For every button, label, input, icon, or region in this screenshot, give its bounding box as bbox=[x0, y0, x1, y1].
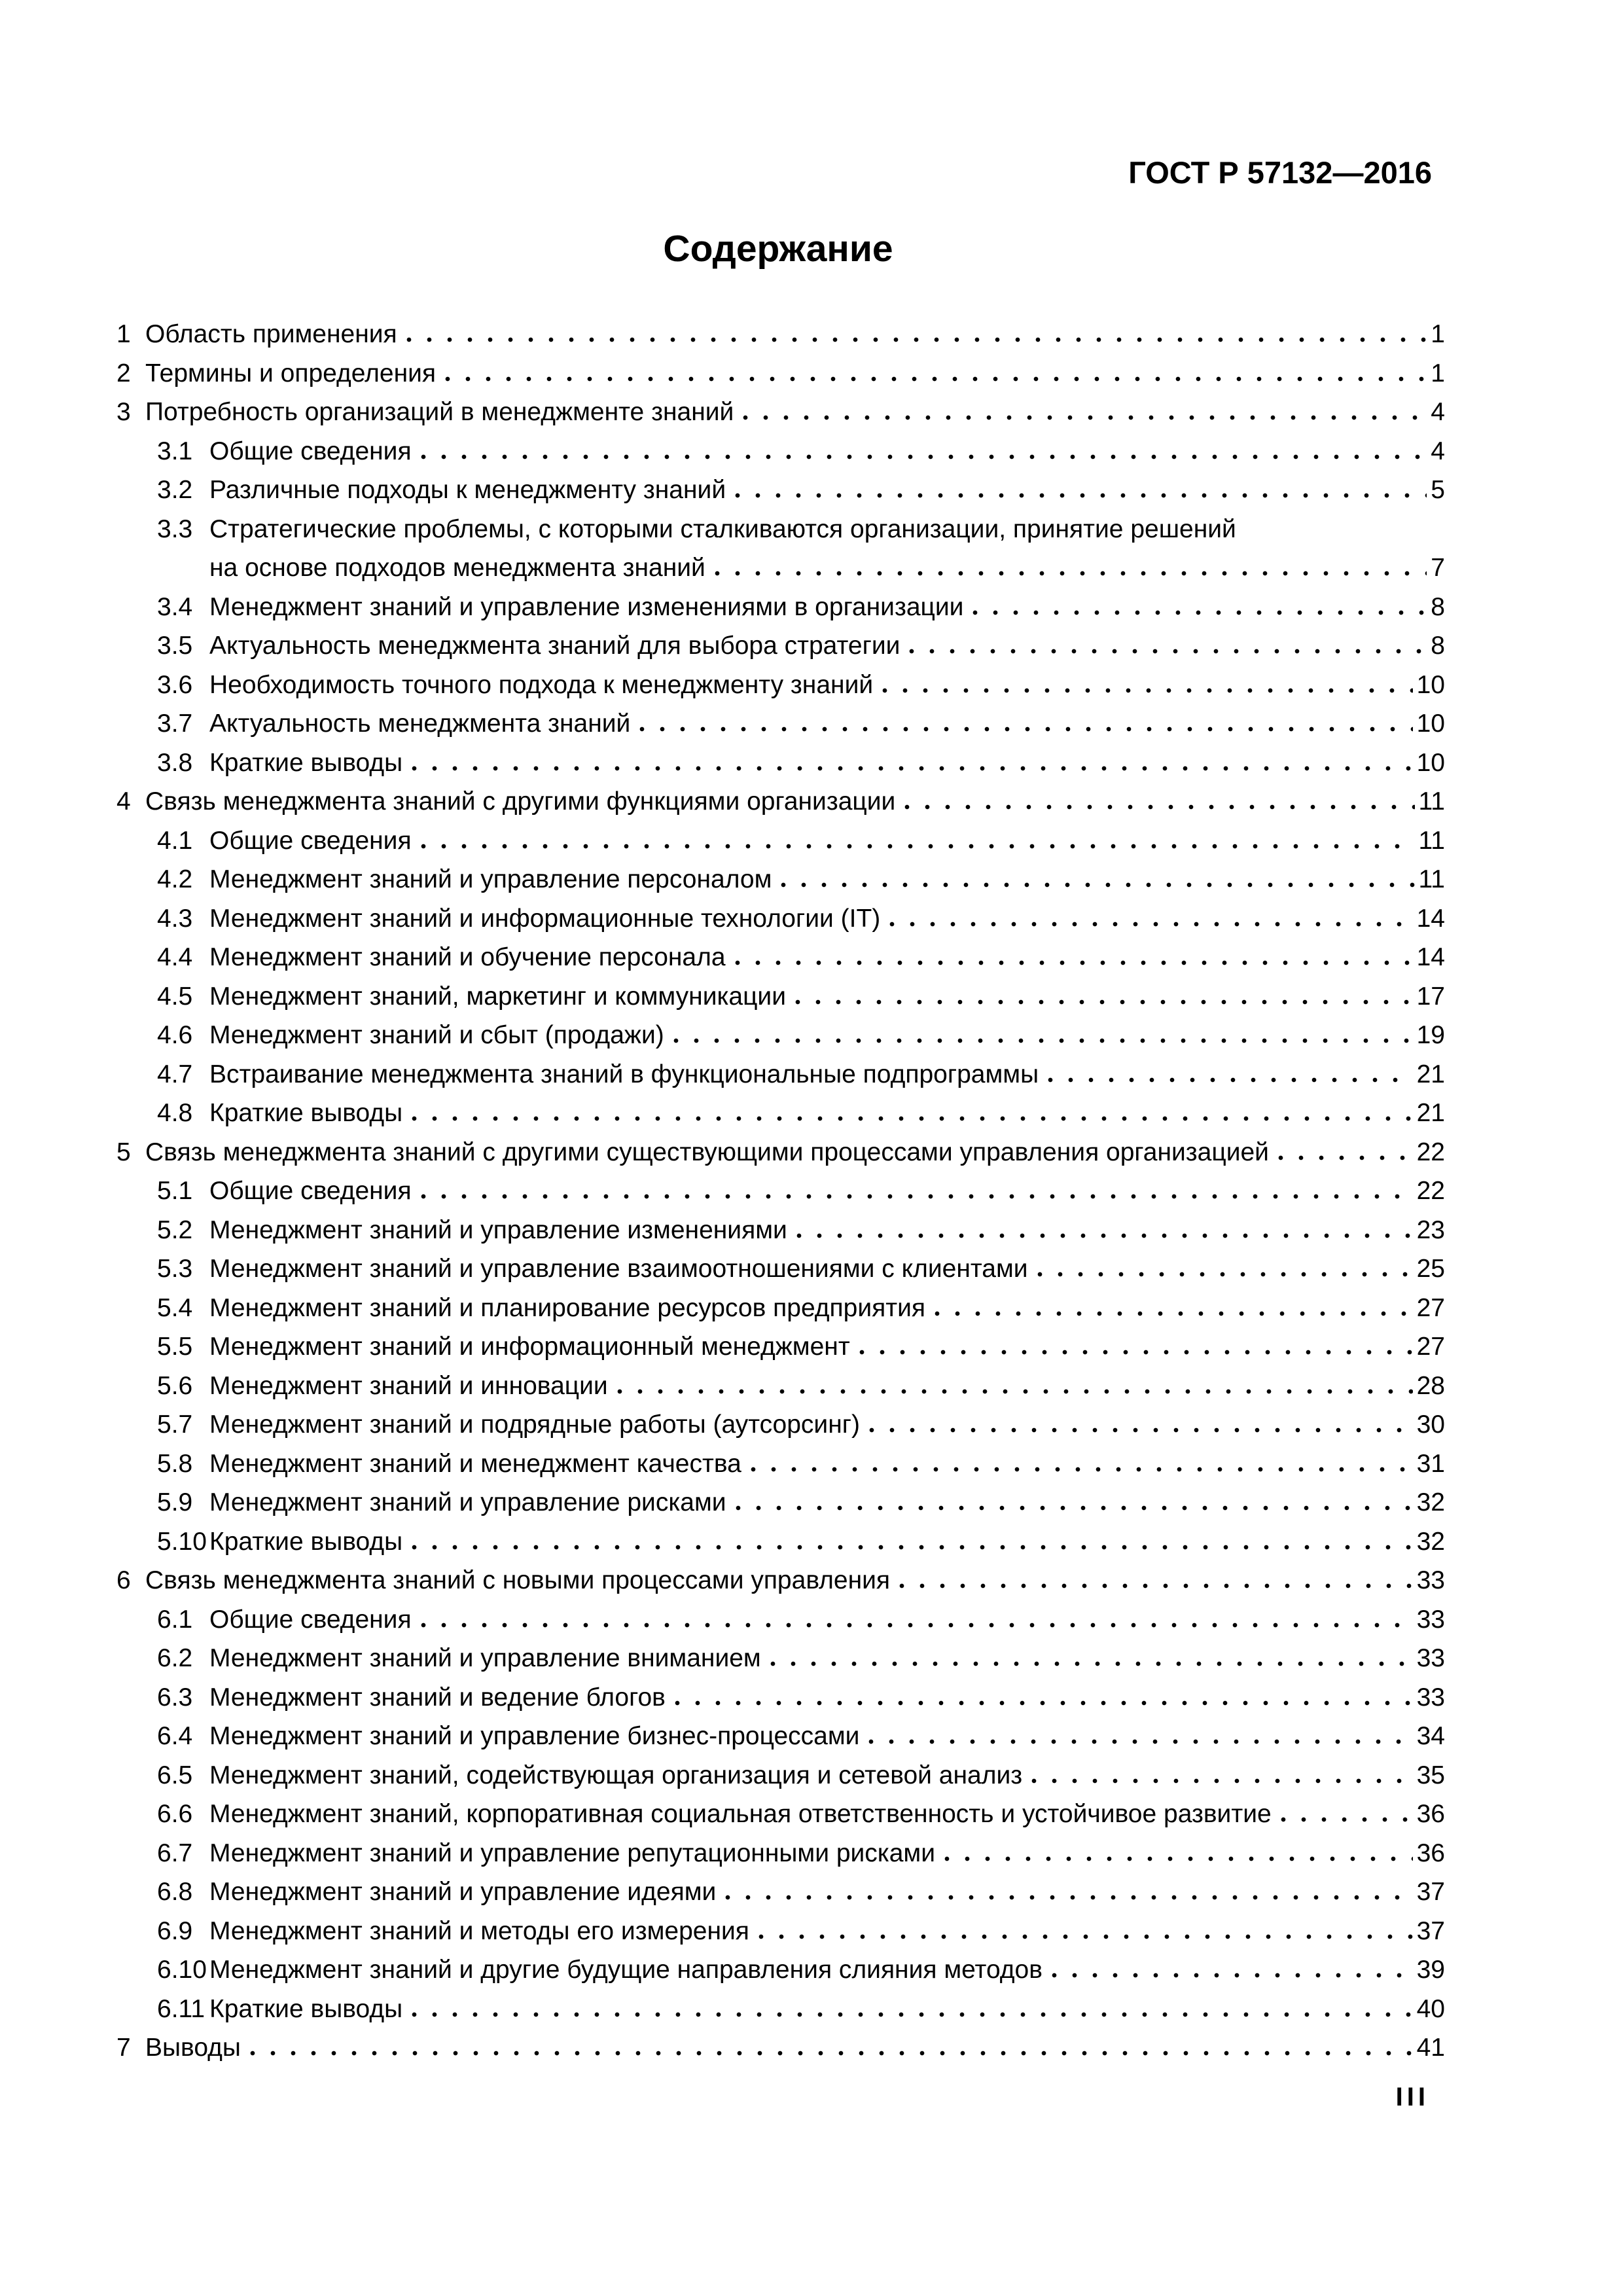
toc-entry bbox=[116, 1917, 1445, 1956]
dot-leader bbox=[770, 1661, 1413, 1666]
toc-entry-page: 23 bbox=[1416, 1215, 1445, 1244]
toc-entry-number: 5.6 bbox=[157, 1371, 193, 1400]
toc-entry bbox=[116, 476, 1445, 515]
toc-entry-label: Различные подходы к менеджменту знаний bbox=[209, 476, 726, 504]
toc-entry-number: 3.5 bbox=[157, 632, 193, 660]
toc-entry bbox=[116, 1099, 1445, 1138]
toc-entry-label: Менеджмент знаний и информационные технологии (IT) bbox=[209, 904, 881, 933]
toc-entry-page: 33 bbox=[1416, 1644, 1445, 1672]
toc-entry bbox=[116, 827, 1445, 866]
dot-leader bbox=[899, 1583, 1413, 1588]
toc-entry-number: 3.8 bbox=[157, 748, 193, 777]
toc-entry bbox=[116, 1255, 1445, 1294]
dot-leader bbox=[421, 454, 1427, 459]
toc-entry-number: 6.7 bbox=[157, 1839, 193, 1867]
toc-entry bbox=[116, 1956, 1445, 1995]
dot-leader bbox=[944, 1856, 1413, 1861]
toc-entry-page: 21 bbox=[1416, 1060, 1445, 1088]
toc-entry bbox=[116, 1839, 1445, 1878]
dot-leader bbox=[909, 649, 1427, 654]
toc-entry-page: 25 bbox=[1416, 1255, 1445, 1283]
dot-leader bbox=[675, 1700, 1413, 1706]
toc-entry-number: 6.2 bbox=[157, 1644, 193, 1672]
toc-entry-page: 30 bbox=[1416, 1410, 1445, 1439]
dot-leader bbox=[1048, 1077, 1413, 1083]
dot-leader bbox=[715, 571, 1427, 576]
toc-entry bbox=[116, 1021, 1445, 1060]
toc-entry bbox=[116, 1722, 1445, 1761]
toc-entry-number: 4.7 bbox=[157, 1060, 193, 1088]
toc-entry-page: 37 bbox=[1416, 1916, 1445, 1945]
toc-entry-number: 4.8 bbox=[157, 1099, 193, 1127]
toc-entry bbox=[116, 749, 1445, 788]
toc-entry-number: 4.3 bbox=[157, 904, 193, 933]
toc-entry bbox=[116, 2034, 1445, 2073]
toc-entry-label: Менеджмент знаний, маркетинг и коммуникации bbox=[209, 982, 787, 1011]
toc-entry bbox=[116, 1644, 1445, 1683]
standard-code-header: ГОСТ Р 57132—2016 bbox=[1128, 155, 1432, 190]
toc-entry bbox=[116, 1488, 1445, 1528]
toc-entry-page: 36 bbox=[1416, 1839, 1445, 1867]
toc-entry-label: Связь менеджмента знаний с другими существующими процессами управления организацией bbox=[145, 1138, 1269, 1166]
dot-leader bbox=[639, 726, 1412, 732]
dot-leader bbox=[751, 1467, 1413, 1472]
toc-entry-continuation bbox=[116, 554, 1445, 593]
toc-entry-number: 3 bbox=[116, 398, 131, 426]
toc-entry bbox=[116, 1294, 1445, 1333]
toc-entry-number: 4 bbox=[116, 787, 131, 816]
toc-entry-label: Необходимость точного подхода к менеджменту знаний bbox=[209, 670, 874, 699]
toc-entry-page: 35 bbox=[1416, 1761, 1445, 1789]
toc-entry-page: 36 bbox=[1416, 1800, 1445, 1828]
toc-entry-page: 4 bbox=[1431, 398, 1445, 426]
toc-entry-number: 3.7 bbox=[157, 709, 193, 738]
toc-entry bbox=[116, 437, 1445, 476]
toc-entry-number: 6.9 bbox=[157, 1916, 193, 1945]
toc-entry bbox=[116, 1333, 1445, 1372]
toc-entry-page: 39 bbox=[1416, 1956, 1445, 1984]
toc-entry-page: 37 bbox=[1416, 1878, 1445, 1906]
toc-entry bbox=[116, 1995, 1445, 2034]
toc-entry-number: 3.2 bbox=[157, 476, 193, 504]
toc-entry bbox=[116, 1410, 1445, 1450]
dot-leader bbox=[904, 804, 1414, 810]
toc-entry-page: 32 bbox=[1416, 1527, 1445, 1556]
toc-entry-page: 22 bbox=[1416, 1177, 1445, 1205]
toc-entry-label: Краткие выводы bbox=[209, 1994, 403, 2023]
toc-entry-page: 5 bbox=[1431, 476, 1445, 504]
dot-leader bbox=[412, 1116, 1412, 1121]
toc-entry-number: 5.3 bbox=[157, 1255, 193, 1283]
dot-leader bbox=[406, 337, 1427, 342]
toc-entry-number: 5.4 bbox=[157, 1293, 193, 1322]
dot-leader bbox=[412, 1545, 1412, 1550]
toc-entry-page: 40 bbox=[1416, 1994, 1445, 2023]
toc-entry-number: 1 bbox=[116, 320, 131, 348]
toc-entry-page: 19 bbox=[1416, 1021, 1445, 1049]
dot-leader bbox=[1052, 1973, 1413, 1978]
toc-entry bbox=[116, 359, 1445, 399]
dot-leader bbox=[869, 1427, 1413, 1433]
toc-entry-label: Актуальность менеджмента знаний bbox=[209, 709, 631, 738]
toc-entry bbox=[116, 1761, 1445, 1801]
toc-entry bbox=[116, 1605, 1445, 1645]
toc-entry bbox=[116, 320, 1445, 359]
toc-entry-number: 5.5 bbox=[157, 1333, 193, 1361]
toc-entry-page: 17 bbox=[1416, 982, 1445, 1011]
toc-entry-label: Менеджмент знаний и управление рисками bbox=[209, 1488, 726, 1516]
dot-leader bbox=[421, 1194, 1413, 1199]
toc-entry-number: 6.8 bbox=[157, 1878, 193, 1906]
toc-entry-page: 34 bbox=[1416, 1722, 1445, 1750]
toc-entry-label: Менеджмент знаний и управление бизнес-процессами bbox=[209, 1722, 860, 1750]
dot-leader bbox=[412, 766, 1412, 771]
toc-entry-label: Менеджмент знаний и подрядные работы (аутсорсинг) bbox=[209, 1410, 860, 1439]
toc-entry-label: Актуальность менеджмента знаний для выбора стратегии bbox=[209, 632, 901, 660]
toc-entry bbox=[116, 1060, 1445, 1100]
toc-entry bbox=[116, 709, 1445, 749]
toc-entry-label: Менеджмент знаний и менеджмент качества bbox=[209, 1449, 741, 1478]
toc-entry bbox=[116, 671, 1445, 710]
toc-entry-page: 11 bbox=[1418, 787, 1445, 816]
toc-entry bbox=[116, 905, 1445, 944]
toc-entry-page: 14 bbox=[1416, 943, 1445, 971]
toc-entry-label: Менеджмент знаний и информационный менеджмент bbox=[209, 1333, 850, 1361]
dot-leader bbox=[882, 688, 1412, 693]
dot-leader bbox=[1281, 1817, 1413, 1822]
dot-leader bbox=[972, 610, 1427, 615]
toc-entry-page: 1 bbox=[1431, 320, 1445, 348]
toc-entry-page: 22 bbox=[1416, 1138, 1445, 1166]
toc-entry-page: 10 bbox=[1416, 748, 1445, 777]
toc-entry-number: 5.2 bbox=[157, 1215, 193, 1244]
dot-leader bbox=[412, 2012, 1412, 2017]
toc-entry bbox=[116, 865, 1445, 905]
toc-entry bbox=[116, 398, 1445, 437]
toc-entry-page: 8 bbox=[1431, 592, 1445, 621]
toc-entry-number: 4.2 bbox=[157, 865, 193, 893]
toc-entry-page: 33 bbox=[1416, 1605, 1445, 1634]
toc-entry-label: Менеджмент знаний и управление персоналом bbox=[209, 865, 772, 893]
toc-entry bbox=[116, 1566, 1445, 1605]
toc-entry-number: 2 bbox=[116, 359, 131, 387]
toc-entry-label: Краткие выводы bbox=[209, 748, 403, 777]
toc-entry-number: 5.10 bbox=[157, 1527, 207, 1556]
toc-entry-number: 6.10 bbox=[157, 1956, 207, 1984]
toc-entry-page: 33 bbox=[1416, 1566, 1445, 1594]
toc-entry bbox=[116, 1177, 1445, 1216]
dot-leader bbox=[421, 1623, 1413, 1628]
page-number: III bbox=[1395, 2083, 1429, 2111]
toc-entry-number: 4.6 bbox=[157, 1021, 193, 1049]
toc-entry-label: Связь менеджмента знаний с новыми процессами управления bbox=[145, 1566, 891, 1594]
toc-entry bbox=[116, 1372, 1445, 1411]
dot-leader bbox=[735, 493, 1427, 498]
toc-entry-page: 41 bbox=[1416, 2034, 1445, 2062]
dot-leader bbox=[421, 844, 1415, 849]
toc-entry-page: 11 bbox=[1418, 865, 1445, 893]
toc-entry-number: 4.4 bbox=[157, 943, 193, 971]
dot-leader bbox=[743, 415, 1427, 420]
toc-entry-page: 10 bbox=[1416, 709, 1445, 738]
toc-entry-label: Общие сведения bbox=[209, 437, 412, 465]
toc-entry-label: Общие сведения bbox=[209, 826, 412, 855]
toc-entry-number: 6.5 bbox=[157, 1761, 193, 1789]
toc-entry bbox=[116, 593, 1445, 632]
toc-entry-number: 4.5 bbox=[157, 982, 193, 1011]
toc-entry bbox=[116, 1138, 1445, 1177]
toc-entry-number: 6.3 bbox=[157, 1683, 193, 1712]
toc-entry bbox=[116, 1878, 1445, 1917]
page-title: Содержание bbox=[663, 228, 893, 270]
toc-entry-label: Общие сведения bbox=[209, 1605, 412, 1634]
toc-entry-page: 21 bbox=[1416, 1099, 1445, 1127]
toc-entry-label: Термины и определения bbox=[145, 359, 437, 387]
toc-entry-number: 3.6 bbox=[157, 670, 193, 699]
toc-entry bbox=[116, 787, 1445, 827]
toc-entry-number: 3.4 bbox=[157, 592, 193, 621]
toc-entry bbox=[116, 1800, 1445, 1839]
toc-entry-number: 7 bbox=[116, 2034, 131, 2062]
dot-leader bbox=[868, 1739, 1412, 1744]
toc-entry-number: 4.1 bbox=[157, 826, 193, 855]
toc-entry-number: 6.6 bbox=[157, 1800, 193, 1828]
toc-entry-label: на основе подходов менеджмента знаний bbox=[209, 554, 705, 582]
toc-entry-label: Краткие выводы bbox=[209, 1527, 403, 1556]
toc-entry-label: Менеджмент знаний и управление репутационными рисками bbox=[209, 1839, 936, 1867]
toc-entry-label: Краткие выводы bbox=[209, 1099, 403, 1127]
toc-entry-number: 5.9 bbox=[157, 1488, 193, 1516]
toc-entry-number: 6.11 bbox=[157, 1994, 205, 2023]
dot-leader bbox=[250, 2051, 1413, 2056]
dot-leader bbox=[736, 1505, 1413, 1511]
toc-entry-page: 32 bbox=[1416, 1488, 1445, 1516]
toc-entry-label: Менеджмент знаний и управление изменениями bbox=[209, 1215, 787, 1244]
toc-entry-label: Стратегические проблемы, с которыми сталкиваются организации, принятие решений bbox=[209, 514, 1236, 543]
toc-entry-page: 1 bbox=[1431, 359, 1445, 387]
dot-leader bbox=[795, 999, 1413, 1005]
toc-entry-label: Область применения bbox=[145, 320, 397, 348]
toc-entry-label: Менеджмент знаний и управление изменениями в организации bbox=[209, 592, 964, 621]
toc-entry-label: Менеджмент знаний и инновации bbox=[209, 1371, 608, 1400]
toc-entry-label: Потребность организаций в менеджменте знаний bbox=[145, 398, 734, 426]
toc-entry-page: 33 bbox=[1416, 1683, 1445, 1712]
dot-leader bbox=[725, 1895, 1412, 1900]
toc-entry-number: 6.1 bbox=[157, 1605, 193, 1634]
toc-entry-number: 6 bbox=[116, 1566, 131, 1594]
toc-entry-label: Менеджмент знаний и ведение блогов bbox=[209, 1683, 666, 1712]
toc-entry-number: 3.3 bbox=[157, 514, 193, 543]
toc-entry-number: 5.8 bbox=[157, 1449, 193, 1478]
toc-entry-label: Менеджмент знаний и обучение персонала bbox=[209, 943, 726, 971]
toc-entry bbox=[116, 1528, 1445, 1567]
table-of-contents bbox=[116, 320, 1445, 2073]
toc-entry-label: Встраивание менеджмента знаний в функциональные подпрограммы bbox=[209, 1060, 1039, 1088]
dot-leader bbox=[673, 1038, 1413, 1043]
toc-entry-label: Менеджмент знаний и управление взаимоотношениями с клиентами bbox=[209, 1255, 1028, 1283]
dot-leader bbox=[1278, 1155, 1413, 1160]
toc-entry-number: 5.1 bbox=[157, 1177, 193, 1205]
toc-entry bbox=[116, 1216, 1445, 1255]
toc-entry-label: Менеджмент знаний и планирование ресурсов предприятия bbox=[209, 1293, 926, 1322]
toc-entry bbox=[116, 943, 1445, 982]
toc-entry-page: 7 bbox=[1431, 554, 1445, 582]
toc-entry-label: Менеджмент знаний и управление вниманием bbox=[209, 1644, 761, 1672]
toc-entry-label: Менеджмент знаний и сбыт (продажи) bbox=[209, 1021, 664, 1049]
toc-entry-label: Менеджмент знаний, содействующая организация и сетевой анализ bbox=[209, 1761, 1023, 1789]
dot-leader bbox=[445, 376, 1427, 382]
toc-entry bbox=[116, 1450, 1445, 1489]
toc-entry bbox=[116, 982, 1445, 1022]
dot-leader bbox=[796, 1233, 1413, 1238]
toc-entry-number: 5 bbox=[116, 1138, 131, 1166]
toc-entry-page: 31 bbox=[1416, 1449, 1445, 1478]
toc-entry bbox=[116, 1683, 1445, 1723]
dot-leader bbox=[758, 1934, 1413, 1939]
toc-entry-page: 4 bbox=[1431, 437, 1445, 465]
toc-entry-label: Связь менеджмента знаний с другими функциями организации bbox=[145, 787, 896, 816]
toc-entry-label: Общие сведения bbox=[209, 1177, 412, 1205]
toc-entry bbox=[116, 632, 1445, 671]
dot-leader bbox=[1031, 1778, 1412, 1784]
dot-leader bbox=[859, 1350, 1413, 1355]
dot-leader bbox=[735, 960, 1413, 965]
toc-entry-page: 27 bbox=[1416, 1333, 1445, 1361]
toc-entry-number: 5.7 bbox=[157, 1410, 193, 1439]
dot-leader bbox=[1037, 1272, 1413, 1277]
toc-entry-page: 10 bbox=[1416, 670, 1445, 699]
dot-leader bbox=[889, 922, 1412, 927]
toc-entry-number: 6.4 bbox=[157, 1722, 193, 1750]
toc-entry-label: Менеджмент знаний и управление идеями bbox=[209, 1878, 717, 1906]
toc-entry-label: Менеджмент знаний, корпоративная социальная ответственность и устойчивое развитие bbox=[209, 1800, 1272, 1828]
toc-entry-number: 3.1 bbox=[157, 437, 193, 465]
toc-entry-label: Выводы bbox=[145, 2034, 241, 2062]
toc-entry-page: 8 bbox=[1431, 632, 1445, 660]
dot-leader bbox=[935, 1311, 1413, 1316]
toc-entry-page: 27 bbox=[1416, 1293, 1445, 1322]
toc-entry-page: 28 bbox=[1416, 1371, 1445, 1400]
toc-entry bbox=[116, 515, 1445, 554]
toc-entry-page: 11 bbox=[1418, 826, 1445, 855]
toc-entry-label: Менеджмент знаний и методы его измерения bbox=[209, 1916, 749, 1945]
toc-entry-page: 14 bbox=[1416, 904, 1445, 933]
toc-entry-label: Менеджмент знаний и другие будущие направления слияния методов bbox=[209, 1956, 1043, 1984]
dot-leader bbox=[781, 882, 1414, 888]
dot-leader bbox=[617, 1389, 1413, 1394]
